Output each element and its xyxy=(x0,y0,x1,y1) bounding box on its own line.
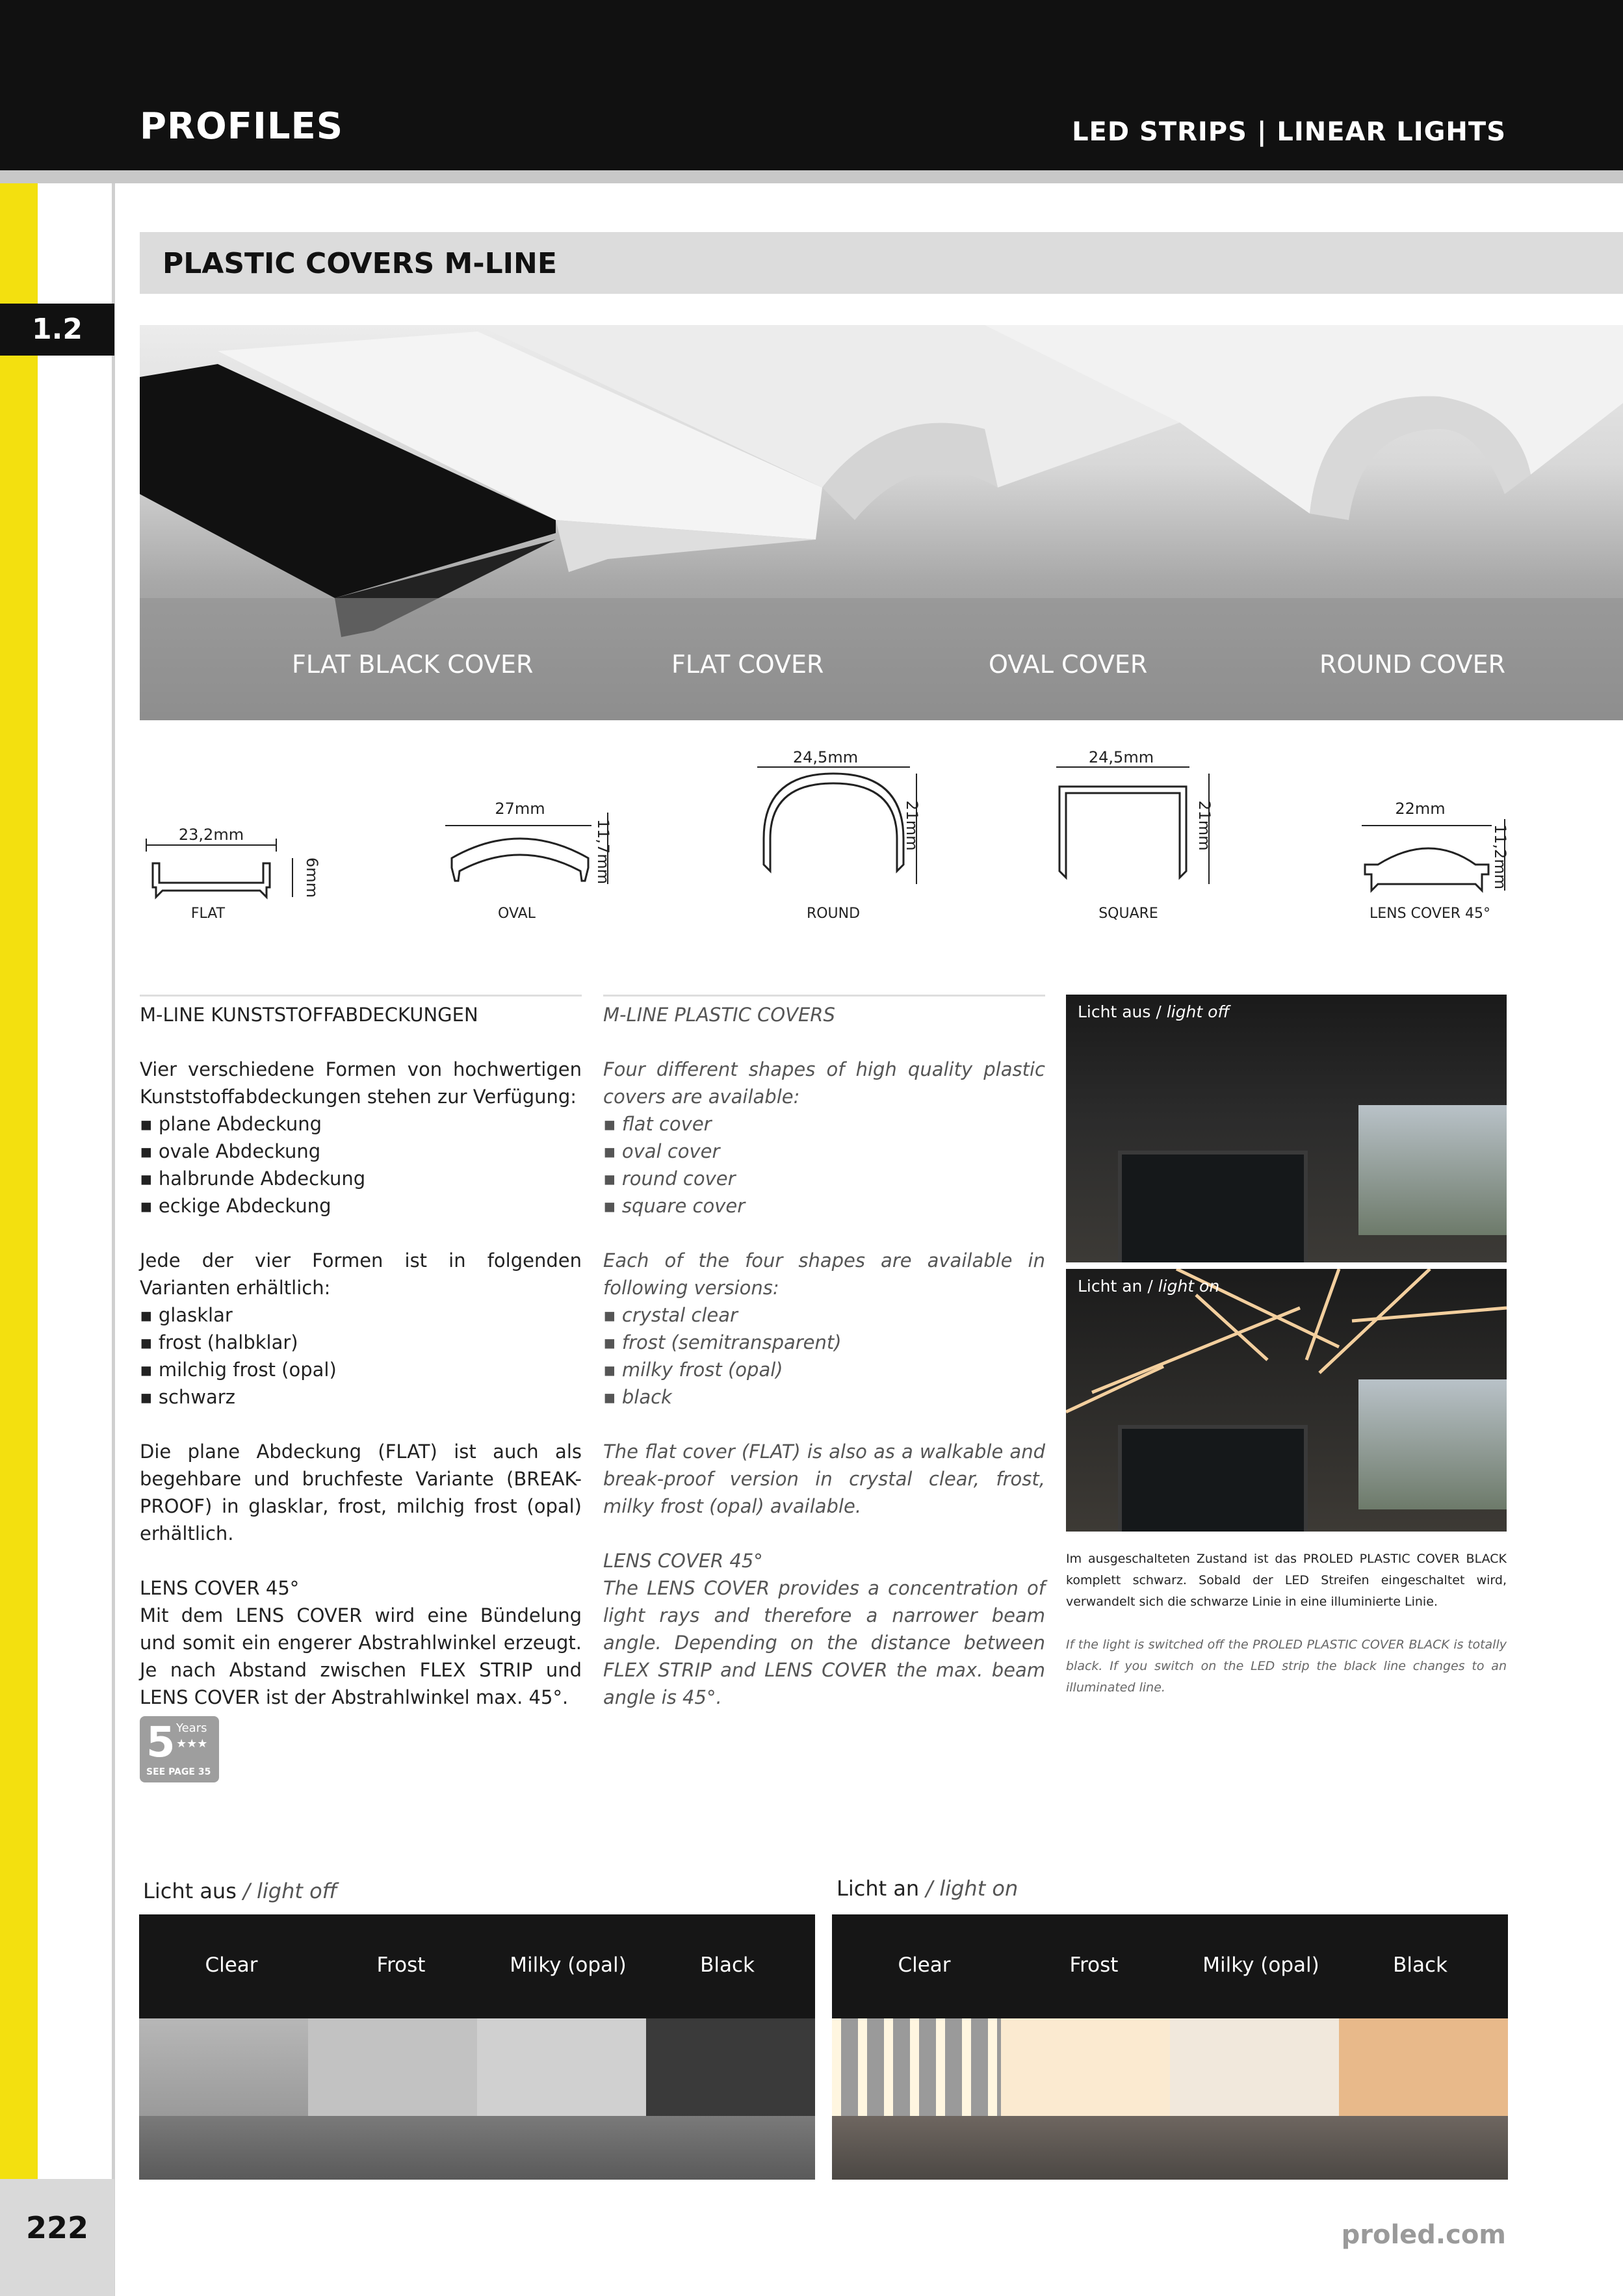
caption-oval-cover: OVAL COVER xyxy=(989,650,1148,679)
hero-product-image xyxy=(140,325,1623,720)
window-view xyxy=(1358,1105,1507,1235)
list-item: ▪ square cover xyxy=(603,1192,1045,1220)
window-frame xyxy=(1118,1425,1308,1532)
list-item: ▪ frost (halbklar) xyxy=(140,1329,582,1356)
surface xyxy=(832,2116,1508,2180)
flat-height-dim: 6mm xyxy=(303,857,321,898)
comparison-off-title xyxy=(143,1879,337,1903)
german-lens-text: Mit dem LENS COVER wird eine Bündelung und somit ein engerer Abstrahlwinkel erzeugt. Je nach Abstand zwischen FLEX STRIP und LENS COVER ist der Abstrahlwinkel max. 45°. xyxy=(140,1604,582,1708)
page-number: 222 xyxy=(25,2210,89,2245)
list-item: ▪ round cover xyxy=(603,1165,1045,1192)
sample-frost xyxy=(1001,2018,1170,2116)
english-column xyxy=(603,1001,1045,1711)
list-item: ▪ milky frost (opal) xyxy=(603,1356,1045,1383)
german-heading-rule xyxy=(140,995,582,997)
profile-label-lens: LENS COVER 45° xyxy=(1369,906,1491,922)
warranty-badge xyxy=(140,1716,219,1782)
english-versions-intro: Each of the four shapes are available in following versions: xyxy=(603,1249,1045,1299)
profile-label-square: SQUARE xyxy=(1098,906,1158,922)
variant-label-black: Black xyxy=(1393,1953,1448,1977)
list-item: ▪ black xyxy=(603,1383,1045,1411)
warranty-note: SEE PAGE 35 xyxy=(146,1767,211,1777)
window-view xyxy=(1358,1379,1507,1509)
header-category: LED STRIPS | LINEAR LIGHTS xyxy=(1072,117,1506,147)
sample-milky xyxy=(1170,2018,1339,2116)
english-versions xyxy=(603,1301,1045,1411)
comparison-off-en: / light off xyxy=(243,1879,337,1903)
window-frame xyxy=(1118,1151,1308,1262)
list-item: ▪ ovale Abdeckung xyxy=(140,1138,582,1165)
photo-on-label-de: Licht an / xyxy=(1078,1277,1153,1296)
comparison-on-title xyxy=(837,1876,1018,1901)
warranty-years: Years xyxy=(176,1721,207,1735)
photo-off-label xyxy=(1078,1002,1229,1021)
chapter-accent-bar xyxy=(0,183,38,2179)
comparison-off-de: Licht aus xyxy=(143,1879,237,1903)
square-height-dim: 21mm xyxy=(1195,800,1214,851)
english-lens-text: The LENS COVER provides a concentration of light rays and therefore a narrower beam angle. Depending on the distance between FLEX STRIP and LENS COVER the max. beam angle is 45°. xyxy=(603,1577,1045,1708)
list-item: ▪ glasklar xyxy=(140,1301,582,1329)
section-title: PLASTIC COVERS M-LINE xyxy=(162,247,557,280)
chapter-tab: 1.2 xyxy=(0,304,114,356)
warranty-number: 5 xyxy=(146,1719,175,1767)
list-item: ▪ schwarz xyxy=(140,1383,582,1411)
comparison-panel-off xyxy=(139,1914,815,2180)
photo-caption-en: If the light is switched off the PROLED PLASTIC COVER BLACK is totally black. If you switch on the LED strip the black line changes to an illuminated line. xyxy=(1066,1637,1507,1695)
list-item: ▪ plane Abdeckung xyxy=(140,1110,582,1138)
english-heading-rule xyxy=(603,995,1045,997)
list-item: ▪ crystal clear xyxy=(603,1301,1045,1329)
margin-line xyxy=(112,183,115,2296)
variant-label-clear: Clear xyxy=(205,1953,258,1977)
english-flat-note: The flat cover (FLAT) is also as a walkable and break-proof version in crystal clear, frost, milky frost (opal) available. xyxy=(603,1441,1045,1517)
list-item: ▪ oval cover xyxy=(603,1138,1045,1165)
list-item: ▪ milchig frost (opal) xyxy=(140,1356,582,1383)
round-height-dim: 21mm xyxy=(903,800,921,851)
variant-label-frost: Frost xyxy=(1069,1953,1119,1977)
sample-black xyxy=(1339,2018,1508,2116)
square-width-dim: 24,5mm xyxy=(1088,748,1154,766)
german-lens-heading: LENS COVER 45° xyxy=(140,1577,300,1599)
german-column xyxy=(140,1001,582,1711)
profile-label-oval: OVAL xyxy=(498,906,536,922)
english-shapes xyxy=(603,1110,1045,1220)
german-versions xyxy=(140,1301,582,1411)
english-intro: Four different shapes of high quality plastic covers are available: xyxy=(603,1058,1045,1108)
photo-on-label xyxy=(1078,1277,1219,1296)
english-lens-heading: LENS COVER 45° xyxy=(603,1550,763,1572)
german-versions-intro: Jede der vier Formen ist in folgenden Varianten erhältlich: xyxy=(140,1249,582,1299)
list-item: ▪ frost (semitransparent) xyxy=(603,1329,1045,1356)
profile-label-round: ROUND xyxy=(806,906,861,922)
german-heading: M-LINE KUNSTSTOFFABDECKUNGEN xyxy=(140,1004,478,1026)
sample-clear xyxy=(832,2018,1001,2116)
comparison-on-de: Licht an xyxy=(837,1876,920,1901)
photo-off-label-de: Licht aus / xyxy=(1078,1002,1162,1021)
german-shapes xyxy=(140,1110,582,1220)
surface xyxy=(139,2116,815,2180)
footer-url: proled.com xyxy=(1341,2220,1506,2250)
lens-width-dim: 22mm xyxy=(1395,800,1446,818)
photo-light-on xyxy=(1066,1269,1507,1532)
oval-width-dim: 27mm xyxy=(495,800,545,818)
oval-height-dim: 11,7mm xyxy=(594,818,612,885)
variant-label-milky: Milky (opal) xyxy=(510,1953,627,1977)
variant-label-milky: Milky (opal) xyxy=(1202,1953,1319,1977)
lens-height-dim: 11,2mm xyxy=(1491,824,1509,890)
variant-label-frost: Frost xyxy=(376,1953,426,1977)
sample-milky xyxy=(477,2018,646,2116)
sample-frost xyxy=(308,2018,477,2116)
header-divider xyxy=(0,170,1623,183)
caption-flat-black-cover: FLAT BLACK COVER xyxy=(292,650,534,679)
star-icon: ★★★ xyxy=(176,1737,208,1751)
photo-on-label-en: light on xyxy=(1158,1277,1220,1296)
variant-label-black: Black xyxy=(700,1953,755,1977)
sample-clear xyxy=(139,2018,308,2116)
list-item: ▪ halbrunde Abdeckung xyxy=(140,1165,582,1192)
header-title: PROFILES xyxy=(140,105,344,148)
english-heading: M-LINE PLASTIC COVERS xyxy=(603,1004,835,1026)
list-item: ▪ flat cover xyxy=(603,1110,1045,1138)
sample-black xyxy=(646,2018,815,2116)
caption-flat-cover: FLAT COVER xyxy=(671,650,824,679)
list-item: ▪ eckige Abdeckung xyxy=(140,1192,582,1220)
flat-width-dim: 23,2mm xyxy=(178,826,244,844)
photo-light-off xyxy=(1066,995,1507,1262)
photo-off-label-en: light off xyxy=(1166,1002,1230,1021)
german-intro: Vier verschiedene Formen von hochwertigen Kunststoffabdeckungen stehen zur Verfügung: xyxy=(140,1058,582,1108)
round-width-dim: 24,5mm xyxy=(792,748,859,766)
comparison-panel-on xyxy=(832,1914,1508,2180)
photo-caption-de: Im ausgeschalteten Zustand ist das PROLED PLASTIC COVER BLACK komplett schwarz. Sobald der LED Streifen eingeschaltet wird, verwandelt sich die schwarze Linie in eine illuminierte Linie. xyxy=(1066,1552,1507,1609)
german-flat-note: Die plane Abdeckung (FLAT) ist auch als begehbare und bruchfeste Variante (BREAK-PROOF) in glasklar, frost, milchig frost (opal) erhältlich. xyxy=(140,1441,582,1545)
comparison-on-en: / light on xyxy=(926,1876,1019,1901)
profile-label-flat: FLAT xyxy=(190,906,226,922)
variant-label-clear: Clear xyxy=(898,1953,951,1977)
profile-drawings xyxy=(136,741,1623,936)
caption-round-cover: ROUND COVER xyxy=(1319,650,1506,679)
